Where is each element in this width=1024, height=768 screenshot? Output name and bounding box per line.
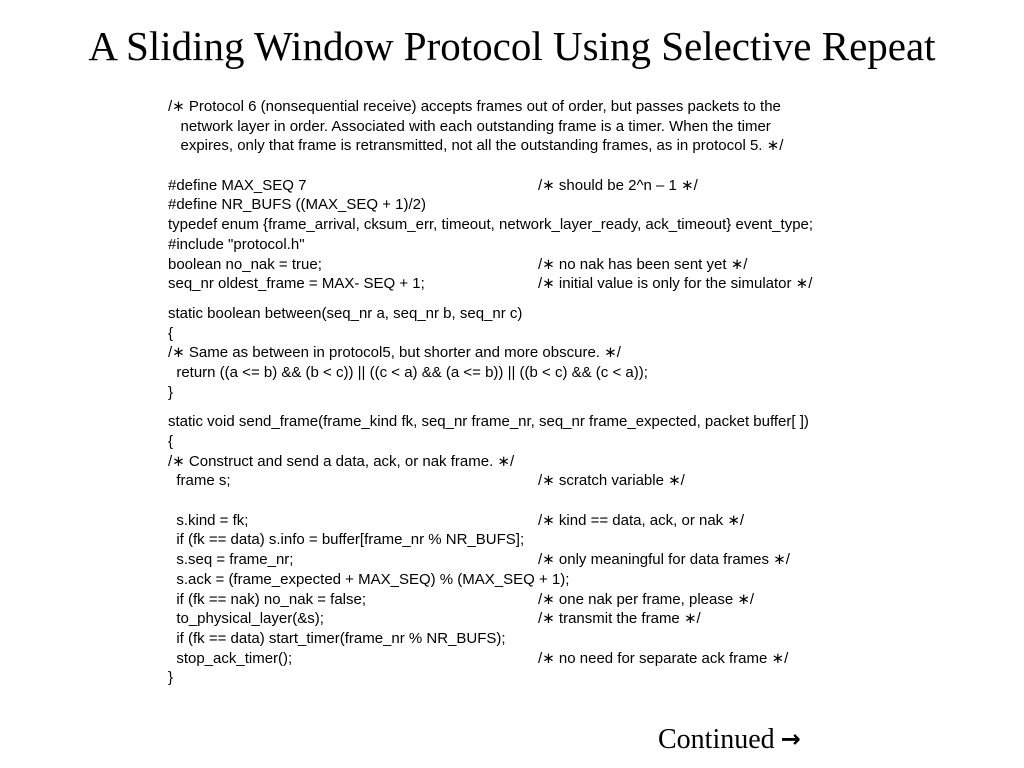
code-comment: /∗ no nak has been sent yet ∗/ bbox=[538, 255, 748, 273]
code-text: #define NR_BUFS ((MAX_SEQ + 1)/2) bbox=[168, 196, 427, 214]
code-text: stop_ack_timer(); bbox=[168, 649, 293, 667]
continued-label: Continued bbox=[658, 724, 775, 755]
code-line bbox=[168, 668, 908, 688]
code-line bbox=[168, 363, 908, 383]
code-line bbox=[168, 255, 908, 275]
code-text: if (fk == data) s.info = buffer[frame_nr % NR_BUFS]; bbox=[168, 531, 525, 549]
code-text: boolean no_nak = true; bbox=[168, 255, 322, 273]
code-text: static boolean between(seq_nr a, seq_nr b, seq_nr c) bbox=[168, 304, 523, 322]
code-line bbox=[168, 570, 908, 590]
code-text: s.seq = frame_nr; bbox=[168, 551, 294, 569]
code-line bbox=[168, 550, 908, 570]
code-line bbox=[168, 609, 908, 629]
code-line bbox=[168, 117, 908, 137]
blank-line bbox=[168, 491, 908, 511]
code-text: s.kind = fk; bbox=[168, 511, 249, 529]
code-line bbox=[168, 274, 908, 294]
code-listing bbox=[168, 97, 908, 688]
code-text: to_physical_layer(&s); bbox=[168, 610, 324, 628]
code-text: seq_nr oldest_frame = MAX- SEQ + 1; bbox=[168, 275, 425, 293]
code-text: /∗ Same as between in protocol5, but shorter and more obscure. ∗/ bbox=[168, 344, 621, 362]
code-text: /∗ Construct and send a data, ack, or nak frame. ∗/ bbox=[168, 452, 515, 470]
code-line bbox=[168, 649, 908, 669]
code-text: { bbox=[168, 433, 174, 450]
code-comment: /∗ no need for separate ack frame ∗/ bbox=[538, 649, 789, 667]
continued-link[interactable] bbox=[658, 719, 801, 760]
code-line bbox=[168, 471, 908, 491]
code-text: #include "protocol.h" bbox=[168, 235, 305, 253]
code-line bbox=[168, 452, 908, 472]
code-comment: /∗ kind == data, ack, or nak ∗/ bbox=[538, 511, 745, 529]
blank-line bbox=[168, 402, 908, 412]
code-text: frame s; bbox=[168, 472, 231, 490]
code-comment: /∗ one nak per frame, please ∗/ bbox=[538, 590, 755, 608]
code-comment: /∗ transmit the frame ∗/ bbox=[538, 610, 701, 628]
code-line bbox=[168, 97, 908, 117]
code-text: typedef enum {frame_arrival, cksum_err, timeout, network_layer_ready, ack_timeout} event_type; bbox=[168, 216, 814, 234]
code-comment: /∗ initial value is only for the simulator ∗/ bbox=[538, 275, 813, 293]
code-line bbox=[168, 195, 908, 215]
arrow-right-icon: → bbox=[780, 725, 801, 753]
code-text: } bbox=[168, 669, 174, 687]
code-text: } bbox=[168, 383, 174, 401]
code-line bbox=[168, 235, 908, 255]
code-line bbox=[168, 590, 908, 610]
blank-line bbox=[168, 294, 908, 304]
code-line bbox=[168, 324, 908, 344]
code-comment: /∗ scratch variable ∗/ bbox=[538, 472, 685, 490]
code-text: expires, only that frame is retransmitted, not all the outstanding frames, as in protocol 5. ∗/ bbox=[168, 137, 784, 155]
code-comment: /∗ only meaningful for data frames ∗/ bbox=[538, 551, 790, 569]
code-line bbox=[168, 629, 908, 649]
code-text: /∗ Protocol 6 (nonsequential receive) accepts frames out of order, but passes packets to the bbox=[168, 98, 781, 115]
slide-title: A Sliding Window Protocol Using Selective Repeat bbox=[88, 23, 936, 69]
code-text: s.ack = (frame_expected + MAX_SEQ) % (MAX_SEQ + 1); bbox=[168, 570, 570, 588]
code-comment: /∗ should be 2^n – 1 ∗/ bbox=[538, 176, 698, 194]
code-text: network layer in order. Associated with each outstanding frame is a timer. When the timer bbox=[168, 117, 771, 135]
code-text: if (fk == nak) no_nak = false; bbox=[168, 590, 367, 608]
code-text: if (fk == data) start_timer(frame_nr % NR_BUFS); bbox=[168, 629, 506, 647]
blank-line bbox=[168, 156, 908, 176]
code-text: return ((a <= b) && (b < c)) || ((c < a) && (a <= b)) || ((b < c) && (c < a)); bbox=[168, 363, 648, 381]
code-line bbox=[168, 343, 908, 363]
code-line bbox=[168, 215, 908, 235]
code-line bbox=[168, 304, 908, 324]
code-line bbox=[168, 136, 908, 156]
code-text: #define MAX_SEQ 7 bbox=[168, 176, 307, 194]
code-line bbox=[168, 412, 908, 432]
code-line bbox=[168, 511, 908, 531]
code-line bbox=[168, 432, 908, 452]
code-line bbox=[168, 530, 908, 550]
code-line bbox=[168, 176, 908, 196]
code-line bbox=[168, 383, 908, 403]
code-text: static void send_frame(frame_kind fk, seq_nr frame_nr, seq_nr frame_expected, packet buffer[ ]) bbox=[168, 413, 809, 431]
code-text: { bbox=[168, 324, 174, 342]
